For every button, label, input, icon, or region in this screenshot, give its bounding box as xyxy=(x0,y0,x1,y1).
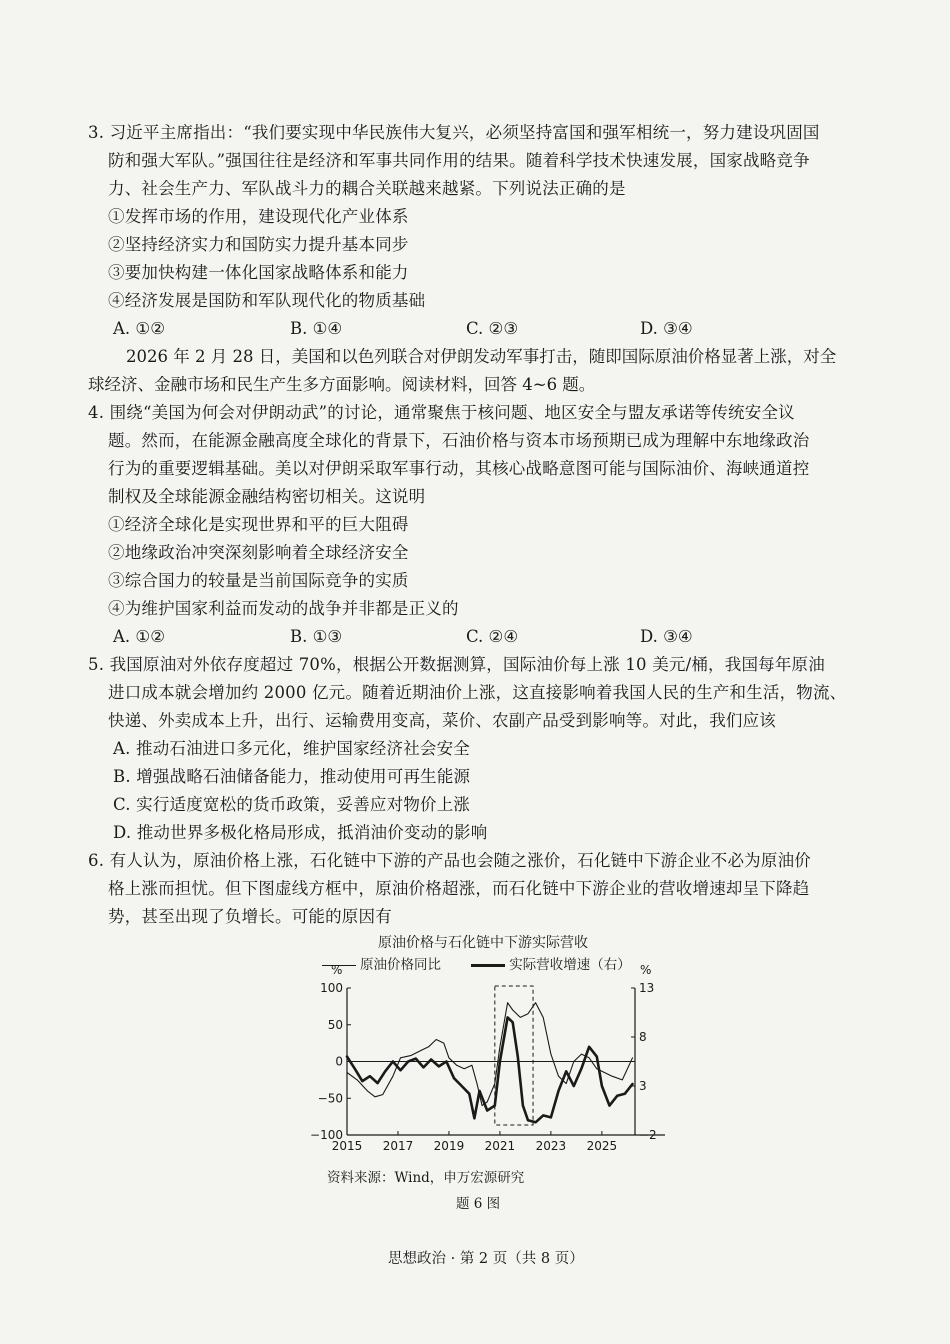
option-b[interactable]: B. ①③ xyxy=(290,627,343,646)
question-3-line-3: 力、社会生产力、军队战斗力的耦合关联越来越紧。下列说法正确的是 xyxy=(108,179,626,198)
question-4-line-4: 制权及全球能源金融结构密切相关。这说明 xyxy=(108,487,426,506)
option-b[interactable]: B. 增强战略石油储备能力，推动使用可再生能源 xyxy=(113,767,471,786)
left-unit-label: % xyxy=(331,963,343,977)
right-tick-label: 13 xyxy=(639,981,655,995)
x-tick-label: 2025 xyxy=(586,1139,618,1153)
option-a[interactable]: A. ①② xyxy=(113,319,165,338)
option-c[interactable]: C. ②③ xyxy=(466,319,519,338)
legend-label-oil: 原油价格同比 xyxy=(360,957,441,973)
question-3-item-3: ③要加快构建一体化国家战略体系和能力 xyxy=(108,263,409,282)
series-oil-price-line xyxy=(347,1003,633,1106)
option-d[interactable]: D. 推动世界多极化格局形成，抵消油价变动的影响 xyxy=(113,823,488,842)
chart-title: 原油价格与石化链中下游实际营收 xyxy=(378,935,588,951)
question-4-item-2: ②地缘政治冲突深刻影响着全球经济安全 xyxy=(108,543,409,562)
question-3-item-4: ④经济发展是国防和军队现代化的物质基础 xyxy=(108,291,426,310)
question-4-line-1: 4. 围绕“美国为何会对伊朗动武”的讨论，通常聚焦于核问题、地区安全与盟友承诺等传统安全议 xyxy=(88,403,795,422)
question-4-item-3: ③综合国力的较量是当前国际竞争的实质 xyxy=(108,571,409,590)
material-intro-line-2: 球经济、金融市场和民生产生多方面影响。阅读材料，回答 4~6 题。 xyxy=(88,375,596,394)
left-tick-label: −50 xyxy=(317,1091,343,1106)
figure-caption: 题 6 图 xyxy=(456,1196,501,1212)
question-4-item-4: ④为维护国家利益而发动的战争并非都是正义的 xyxy=(108,599,459,618)
question-3-options xyxy=(0,318,950,340)
right-tick-label: 3 xyxy=(639,1079,647,1093)
question-4-line-2: 题。然而，在能源金融高度全球化的背景下，石油价格与资本市场预期已成为理解中东地缘政治 xyxy=(108,431,810,450)
question-5-line-2: 进口成本就会增加约 2000 亿元。随着近期油价上涨，这直接影响着我国人民的生产和生活，物流、 xyxy=(108,683,847,702)
question-5-line-3: 快递、外卖成本上升，出行、运输费用变高，菜价、农副产品受到影响等。对此，我们应该 xyxy=(108,711,776,730)
x-tick-label: 2023 xyxy=(535,1139,567,1153)
option-c[interactable]: C. ②④ xyxy=(466,627,519,646)
left-tick-label: −100 xyxy=(310,1128,343,1142)
left-tick-label: 100 xyxy=(320,981,343,995)
question-3-item-2: ②坚持经济实力和国防实力提升基本同步 xyxy=(108,235,409,254)
right-tick-label: −2 xyxy=(639,1128,657,1142)
x-tick-label: 2019 xyxy=(433,1139,465,1153)
chart-source: 资料来源：Wind，申万宏源研究 xyxy=(327,1170,525,1186)
chart-figure xyxy=(300,955,680,1175)
question-6-line-1: 6. 有人认为，原油价格上涨，石化链中下游的产品也会随之涨价，石化链中下游企业不必为原油价 xyxy=(88,851,811,870)
option-c[interactable]: C. 实行适度宽松的货币政策，妥善应对物价上涨 xyxy=(113,795,471,814)
series-revenue-growth-line xyxy=(347,1017,633,1122)
x-tick-label: 2015 xyxy=(331,1139,363,1153)
question-3-item-1: ①发挥市场的作用，建设现代化产业体系 xyxy=(108,207,409,226)
question-3-line-2: 防和强大军队。”强国往往是经济和军事共同作用的结果。随着科学技术快速发展，国家战略竞争 xyxy=(108,151,810,170)
material-intro-line-1: 2026 年 2 月 28 日，美国和以色列联合对伊朗发动军事打击，随即国际原油价格显著上涨，对全 xyxy=(126,347,837,366)
x-tick-label: 2017 xyxy=(382,1139,414,1153)
option-a[interactable]: A. ①② xyxy=(113,627,165,646)
right-unit-label: % xyxy=(640,963,652,977)
question-6-line-3: 势，甚至出现了负增长。可能的原因有 xyxy=(108,907,392,926)
option-b[interactable]: B. ①④ xyxy=(290,319,343,338)
legend-label-revenue: 实际营收增速（右） xyxy=(509,957,631,973)
left-tick-label: 50 xyxy=(327,1017,343,1032)
x-tick-label: 2021 xyxy=(484,1139,516,1153)
option-d[interactable]: D. ③④ xyxy=(640,627,693,646)
question-6-line-2: 格上涨而担忧。但下图虚线方框中，原油价格超涨，而石化链中下游企业的营收增速却呈下降趋 xyxy=(108,879,810,898)
question-5-line-1: 5. 我国原油对外依存度超过 70%，根据公开数据测算，国际油价每上涨 10 美元/桶，我国每年原油 xyxy=(88,655,825,674)
question-4-options xyxy=(0,626,950,648)
question-3-line-1: 3. 习近平主席指出：“我们要实现中华民族伟大复兴，必须坚持富国和强军相统一，努力建设巩固国 xyxy=(88,123,820,142)
left-tick-label: 0 xyxy=(335,1054,343,1069)
option-d[interactable]: D. ③④ xyxy=(640,319,693,338)
page-footer: 思想政治 · 第 2 页（共 8 页） xyxy=(388,1251,584,1267)
option-a[interactable]: A. 推动石油进口多元化，维护国家经济社会安全 xyxy=(113,739,471,758)
right-tick-label: 8 xyxy=(639,1030,647,1044)
question-4-item-1: ①经济全球化是实现世界和平的巨大阻碍 xyxy=(108,515,409,534)
question-4-line-3: 行为的重要逻辑基础。美以对伊朗采取军事行动，其核心战略意图可能与国际油价、海峡通道控 xyxy=(108,459,810,478)
